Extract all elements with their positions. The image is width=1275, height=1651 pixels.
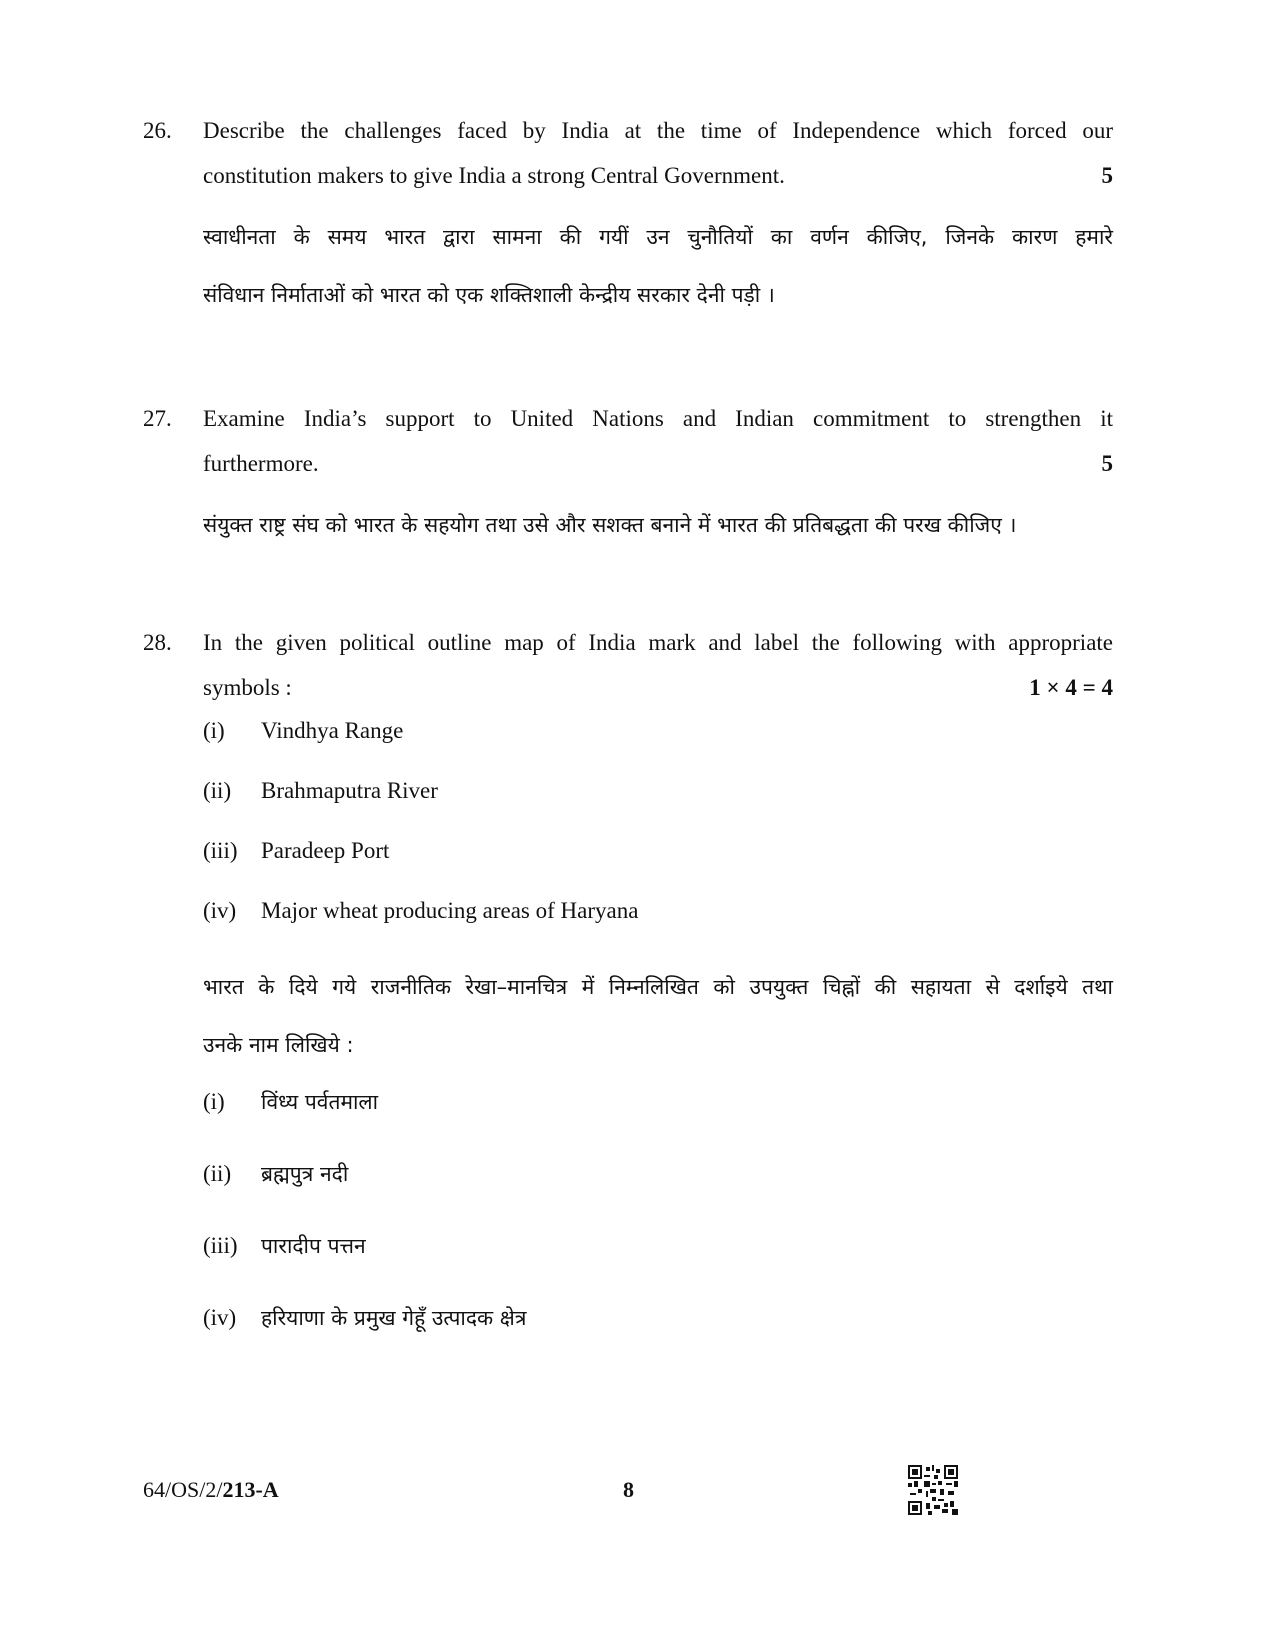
question-text-hindi: संयुक्त राष्ट्र संघ को भारत के सहयोग तथा उसे और सशक्त बनाने में भारत की प्रतिबद्धता की परख कीजिए । [203,513,1017,537]
marks: 5 [1101,451,1113,476]
qr-code-icon [908,1465,958,1515]
sub-items-english [203,718,1113,958]
question-number: 27. [143,406,172,431]
list-item: (ii) ब्रह्मपुत्र नदी [203,1161,349,1186]
list-item: (iv) हरियाणा के प्रमुख गेहूँ उत्पादक क्षेत्र [203,1305,527,1330]
question-text-english: In the given political outline map of India mark and label the following with appropriate symbols : 1 × 4 = 4 [203,620,1113,710]
question-text-english: Examine India’s support to United Nations and Indian commitment to strengthen it furthermore. 5 [203,396,1113,486]
list-item: (i) विंध्य पर्वतमाला [203,1089,379,1114]
question-number: 28. [143,630,172,655]
paper-code: 64/OS/2/213-A [143,1477,279,1502]
list-item: (i) Vindhya Range [203,718,404,743]
list-item: (iv) Major wheat producing areas of Haryana [203,898,639,923]
list-item: (iii) Paradeep Port [203,838,390,863]
marks: 5 [1101,163,1113,188]
question-text-hindi: स्वाधीनता के समय भारत द्वारा सामना की गयीं उन चुनौतियों का वर्णन कीजिए, जिनके कारण हमारे संविधान निर्माताओं को भारत को एक शक्तिशाली केन्द्रीय सरकार देनी पड़ी । [203,225,1113,307]
list-item: (iii) पारादीप पत्तन [203,1233,366,1258]
list-item: (ii) Brahmaputra River [203,778,438,803]
page-number: 8 [623,1477,634,1502]
question-number: 26. [143,118,172,143]
question-text-english: Describe the challenges faced by India at the time of Independence which forced our constitution makers to give India a strong Central Government. 5 [203,108,1113,198]
question-text-hindi: भारत के दिये गये राजनीतिक रेखा–मानचित्र में निम्नलिखित को उपयुक्त चिह्नों की सहायता से दर्शाइये तथा उनके नाम लिखिये : [203,975,1113,1057]
sub-items-hindi [203,1088,1113,1376]
marks: 1 × 4 = 4 [1029,675,1113,700]
page-footer [143,1465,1113,1525]
